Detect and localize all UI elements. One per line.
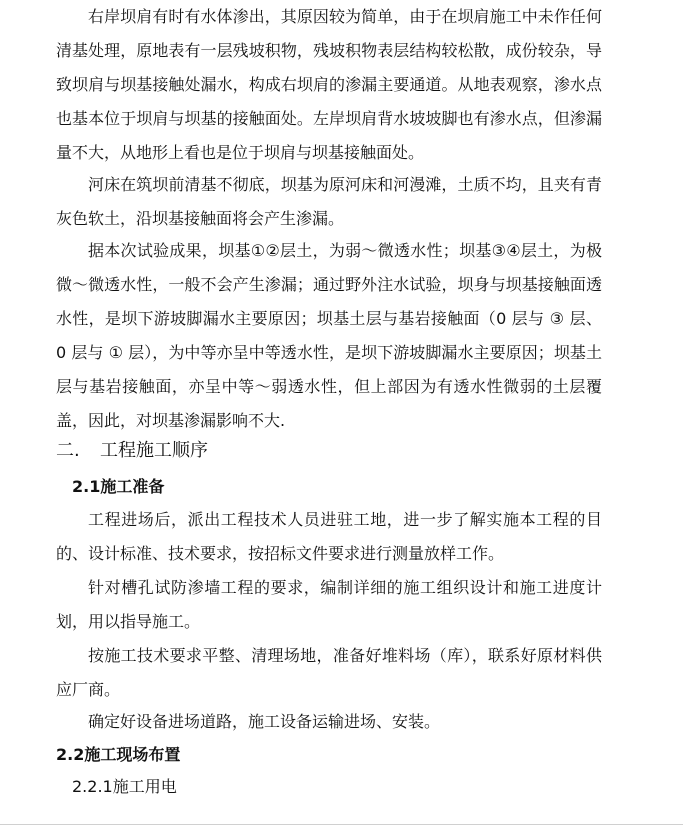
paragraph-preparation-2: 针对槽孔试防渗墙工程的要求，编制详细的施工组织设计和施工进度计划，用以指导施工。 xyxy=(56,578,602,631)
subsection-heading-site-layout: 2.2施工现场布置 xyxy=(56,745,181,764)
section-title: 工程施工顺序 xyxy=(100,440,208,461)
paragraph-preparation-4: 确定好设备进场道路，施工设备运输进场、安装。 xyxy=(88,712,441,731)
subsection-heading-preparation: 2.1施工准备 xyxy=(72,477,165,496)
paragraph-preparation-3: 按施工技术要求平整、清理场地，准备好堆料场（库），联系好原材料供应厂商。 xyxy=(56,646,602,699)
paragraph-preparation-1: 工程进场后，派出工程技术人员进驻工地，进一步了解实施本工程的目的、设计标准、技术要求，按招标文件要求进行测量放样工作。 xyxy=(56,510,602,563)
subsubsection-heading-power: 2.2.1施工用电 xyxy=(72,777,177,796)
paragraph-test-results: 据本次试验成果，坝基①②层土，为弱～微透水性；坝基③④层土，为极微～微透水性，一般不会产生渗漏；通过野外注水试验，坝身与坝基接触面透水性，是坝下游坡脚漏水主要原因；坝基土层与基岩接触面（0 层与 ③ 层、 0 层与 ① 层），为中等亦呈中等透水性，是坝下游坡脚漏水主要原因；坝基土层与基岩接触面，亦呈中等～弱透水性，但上部因为有透水性微弱的土层覆盖，因此，对坝基渗漏影响不大. xyxy=(56,241,602,430)
paragraph-right-abutment: 右岸坝肩有时有水体渗出，其原因较为简单，由于在坝肩施工中未作任何清基处理，原地表有一层残坡积物，残坡积物表层结构较松散，成份较杂，导致坝肩与坝基接触处漏水，构成右坝肩的渗漏主要通道。从地表观察，渗水点也基本位于坝肩与坝基的接触面处。左岸坝肩背水坡坡脚也有渗水点，但渗漏量不大，从地形上看也是位于坝肩与坝基接触面处。 xyxy=(56,7,602,162)
section-number: 二. xyxy=(56,440,80,461)
paragraph-riverbed: 河床在筑坝前清基不彻底，坝基为原河床和河漫滩，土质不均，且夹有青灰色软土，沿坝基接触面将会产生渗漏。 xyxy=(56,175,602,228)
section-heading-construction-sequence xyxy=(56,436,208,466)
page-bottom-divider xyxy=(0,824,683,825)
